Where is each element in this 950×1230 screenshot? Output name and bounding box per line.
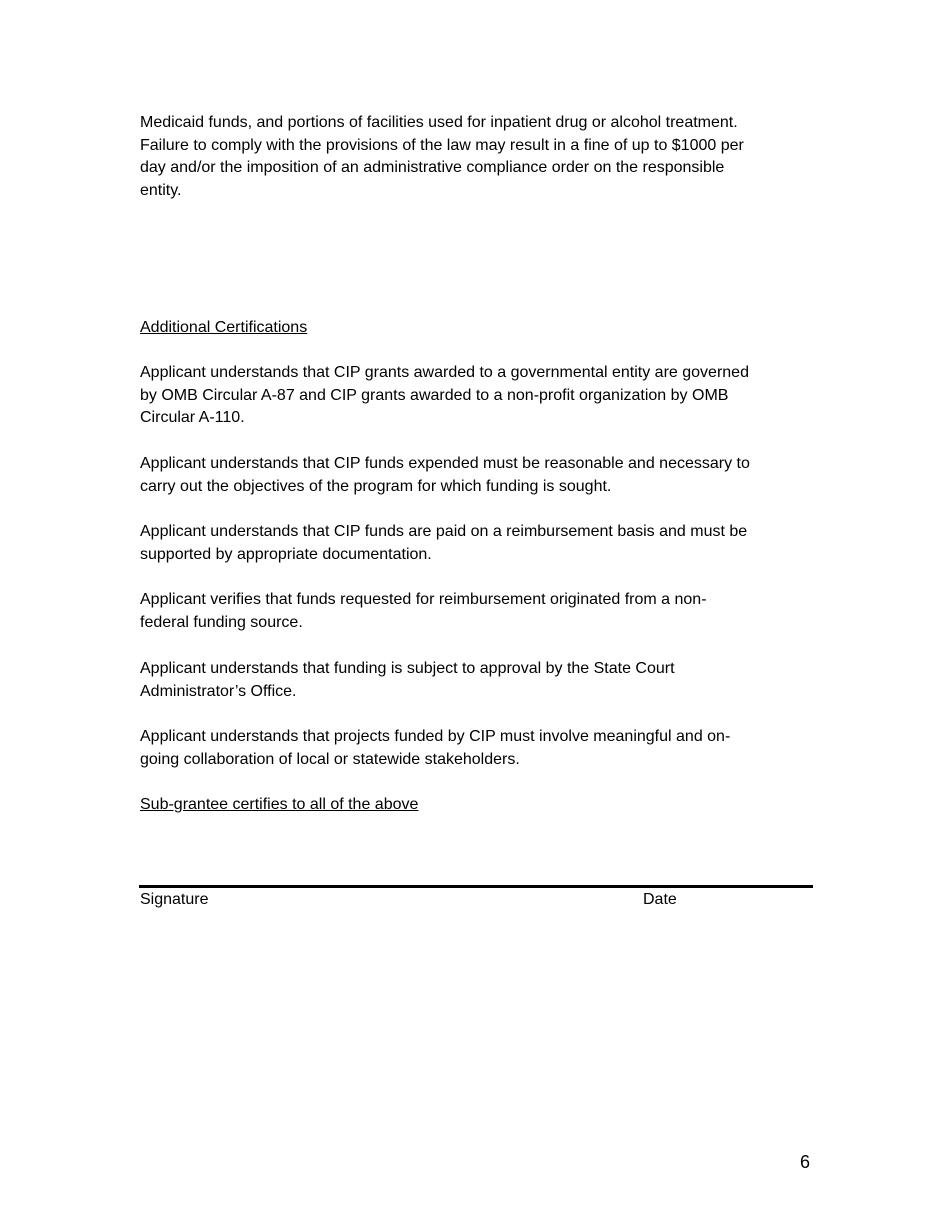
certification-statement: Sub-grantee certifies to all of the above	[140, 796, 419, 813]
signature-label: Signature	[140, 891, 209, 908]
intro-paragraph: Medicaid funds, and portions of facilities used for inpatient drug or alcohol treatment. Failure to comply with the provisions of the law may result in a fine of up to $1000 per day and/or the imposition of an administrative compliance order on the responsible entity.	[140, 114, 744, 200]
paragraph-collaboration: Applicant understands that projects funded by CIP must involve meaningful and on- going collaboration of local or statewide stakeholders.	[140, 728, 731, 768]
paragraph-non-federal-source: Applicant verifies that funds requested for reimbursement originated from a non- federal funding source.	[140, 591, 707, 631]
paragraph-reasonable-funds: Applicant understands that CIP funds expended must be reasonable and necessary to carry out the objectives of the program for which funding is sought.	[140, 455, 750, 495]
signature-line[interactable]	[139, 885, 813, 888]
date-label: Date	[643, 891, 677, 908]
paragraph-approval: Applicant understands that funding is subject to approval by the State Court Administrator’s Office.	[140, 660, 675, 700]
page-number: 6	[800, 1152, 811, 1172]
paragraph-reimbursement-basis: Applicant understands that CIP funds are paid on a reimbursement basis and must be supported by appropriate documentation.	[140, 523, 748, 563]
paragraph-omb-circular: Applicant understands that CIP grants awarded to a governmental entity are governed by OMB Circular A-87 and CIP grants awarded to a non-profit organization by OMB Circular A-110.	[140, 364, 749, 427]
section-heading: Additional Certifications	[140, 319, 308, 336]
